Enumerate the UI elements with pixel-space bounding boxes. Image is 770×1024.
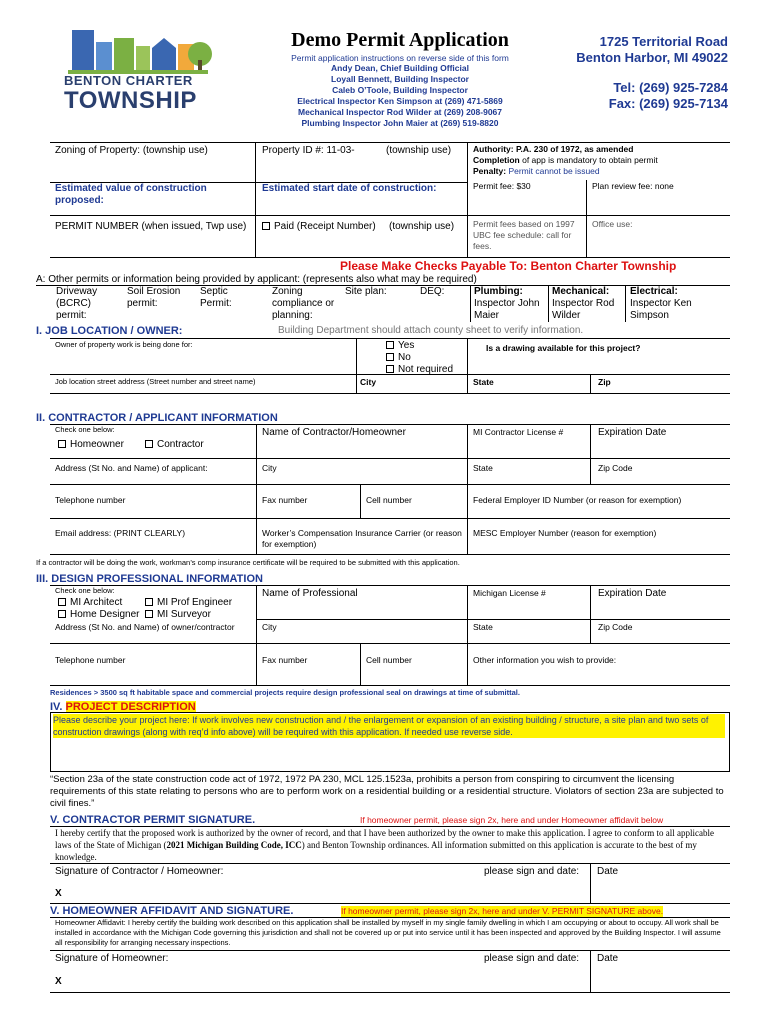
no-label: No bbox=[398, 352, 411, 363]
homeowner-checkbox[interactable] bbox=[58, 440, 66, 448]
not-required-checkbox[interactable] bbox=[386, 365, 394, 373]
est-value-label: Estimated value of construction proposed: bbox=[55, 183, 207, 206]
engineer-option bbox=[145, 597, 232, 609]
est-start-label: Estimated start date of construction: bbox=[262, 183, 437, 194]
not-required-label: Not required bbox=[398, 364, 454, 375]
paid-checkbox-row bbox=[262, 221, 376, 233]
section2-heading: II. CONTRACTOR / APPLICANT INFORMATION bbox=[36, 412, 278, 424]
mesc-label: MESC Employer Number (reason for exemption) bbox=[473, 528, 657, 538]
section6-note: If homeowner permit, please sign 2x, here and under V. PERMIT SIGNATURE above. bbox=[341, 906, 664, 916]
skyline-icon bbox=[58, 24, 218, 76]
design-expiration-label: Expiration Date bbox=[598, 588, 667, 599]
applicant-city-label: City bbox=[262, 463, 277, 473]
logo-line1: BENTON CHARTER bbox=[64, 73, 193, 88]
contractor-signature-x[interactable]: X bbox=[55, 888, 62, 899]
permit-fee: Permit fee: $30 bbox=[473, 181, 531, 191]
homeowner-option bbox=[58, 439, 124, 451]
homeowner-date-label: Date bbox=[597, 953, 619, 964]
design-cell-label: Cell number bbox=[366, 655, 412, 665]
electrical-heading: Electrical: bbox=[630, 286, 678, 297]
homeowner-label: Homeowner bbox=[70, 439, 124, 450]
mi-license-label: MI Contractor License # bbox=[473, 427, 564, 437]
applicant-zip-label: Zip Code bbox=[598, 463, 633, 473]
penalty-note bbox=[473, 166, 728, 177]
certify-text-b: 2021 Michigan Building Code, ICC bbox=[166, 840, 302, 850]
fax: Fax: (269) 925-7134 bbox=[608, 96, 728, 111]
yes-checkbox[interactable] bbox=[386, 341, 394, 349]
section5-note: If homeowner permit, please sign 2x, here and under Homeowner affidavit below bbox=[360, 815, 664, 825]
other-info-label: Other information you wish to provide: bbox=[473, 655, 617, 665]
drawing-yes bbox=[386, 340, 414, 352]
design-city-label: City bbox=[262, 622, 277, 632]
paid-label: Paid (Receipt Number) bbox=[274, 221, 376, 232]
homeowner-sign-date-label: please sign and date: bbox=[484, 953, 580, 964]
contractor-label: Contractor bbox=[157, 439, 204, 450]
fees-note: Permit fees based on 1997 UBC fee schedule: call for fees. bbox=[473, 219, 575, 251]
page-title: Demo Permit Application bbox=[291, 29, 509, 51]
design-seal-note: Residences > 3500 sq ft habitable space and commercial projects require design professional seal on drawings at time of submittal. bbox=[50, 688, 520, 697]
driveway-permit: Driveway (BCRC) permit: bbox=[56, 286, 98, 321]
electrical-inspector: Inspector Ken Simpson bbox=[630, 298, 692, 321]
home-designer-checkbox[interactable] bbox=[58, 610, 66, 618]
section1-heading: I. JOB LOCATION / OWNER: bbox=[36, 325, 183, 337]
contractor-option bbox=[145, 439, 204, 451]
state-field-label: State bbox=[473, 377, 494, 387]
plumbing-inspector: Inspector John Maier bbox=[474, 298, 540, 321]
septic-permit: Septic Permit: bbox=[200, 286, 232, 309]
property-id-label: Property ID #: 11-03- bbox=[262, 145, 355, 156]
michigan-license-label: Michigan License # bbox=[473, 588, 546, 598]
architect-checkbox[interactable] bbox=[58, 598, 66, 606]
engineer-checkbox[interactable] bbox=[145, 598, 153, 606]
section4-title: PROJECT DESCRIPTION bbox=[65, 701, 196, 713]
home-designer-option bbox=[58, 609, 139, 621]
design-telephone-label: Telephone number bbox=[55, 655, 126, 665]
staff-line: Loyall Bennett, Building Inspector bbox=[331, 74, 469, 84]
contractor-sign-date-label: please sign and date: bbox=[484, 866, 580, 877]
project-description-instructions: Please describe your project here: If work involves new construction and / the enlargement or expansion of an existing building / structure, a site plan and two sets of construction drawings (along with req’d info above) will be required with this application. If needed use reverse side. bbox=[53, 714, 725, 738]
design-fax-label: Fax number bbox=[262, 655, 308, 665]
drawing-question: Is a drawing available for this project? bbox=[486, 343, 641, 353]
homeowner-signature-x[interactable]: X bbox=[55, 976, 62, 987]
township-logo bbox=[58, 24, 218, 114]
section5-heading: V. CONTRACTOR PERMIT SIGNATURE. bbox=[50, 814, 256, 826]
applicant-telephone-label: Telephone number bbox=[55, 495, 126, 505]
mechanical-heading: Mechanical: bbox=[552, 286, 610, 297]
site-plan: Site plan: bbox=[345, 286, 387, 297]
staff-line: Andy Dean, Chief Building Official bbox=[331, 63, 469, 73]
certify-text-a: I hereby certify that the proposed work is authorized by the owner of record, and that I have been authorized by the owner to make this application. I agree to conform to all applicable laws of the State of Michigan ( bbox=[55, 828, 715, 850]
penalty-bold: Penalty: bbox=[473, 166, 507, 176]
office-use-label: Office use: bbox=[592, 219, 633, 229]
staff-line: Plumbing Inspector John Maier at (269) 519-8820 bbox=[301, 118, 499, 128]
expiration-label: Expiration Date bbox=[598, 427, 667, 438]
contractor-signature-label: Signature of Contractor / Homeowner: bbox=[55, 866, 224, 877]
home-designer-label: Home Designer bbox=[70, 609, 140, 620]
staff-line: Caleb O’Toole, Building Inspector bbox=[332, 85, 468, 95]
no-checkbox[interactable] bbox=[386, 353, 394, 361]
contractor-checkbox[interactable] bbox=[145, 440, 153, 448]
applicant-cell-label: Cell number bbox=[366, 495, 412, 505]
architect-label: MI Architect bbox=[70, 597, 123, 608]
address-line2: Benton Harbor, MI 49022 bbox=[576, 50, 728, 65]
page-subtitle: Permit application instructions on reverse side of this form bbox=[291, 53, 509, 63]
contractor-date-label: Date bbox=[597, 866, 619, 877]
section1-note: Building Department should attach county sheet to verify information. bbox=[278, 325, 584, 336]
street-field-label: Job location street address (Street number and street name) bbox=[55, 377, 256, 386]
plan-review-fee: Plan review fee: none bbox=[592, 181, 674, 191]
contractor-name-label: Name of Contractor/Homeowner bbox=[262, 427, 406, 438]
design-address-label: Address (St No. and Name) of owner/contractor bbox=[55, 622, 235, 632]
deq: DEQ: bbox=[420, 286, 445, 297]
applicant-state-label: State bbox=[473, 463, 493, 473]
township-use-label-2: (township use) bbox=[389, 221, 455, 232]
zoning-compliance: Zoning compliance or planning: bbox=[272, 286, 335, 321]
check-one-label-2: Check one below: bbox=[55, 586, 115, 595]
design-zip-label: Zip Code bbox=[598, 622, 633, 632]
professional-name-label: Name of Professional bbox=[262, 588, 358, 599]
soil-erosion-permit: Soil Erosion permit: bbox=[127, 286, 181, 309]
applicant-fax-label: Fax number bbox=[262, 495, 308, 505]
yes-label: Yes bbox=[398, 340, 415, 351]
zoning-field-label: Zoning of Property: (township use) bbox=[55, 145, 208, 156]
workers-comp-footnote: If a contractor will be doing the work, workman’s comp insurance certificate will be required to be submitted with this application. bbox=[36, 558, 460, 567]
mechanical-inspector: Inspector Rod Wilder bbox=[552, 298, 615, 321]
authority-block bbox=[473, 144, 728, 177]
section6-heading: V. HOMEOWNER AFFIDAVIT AND SIGNATURE. bbox=[50, 905, 294, 917]
section4-number: IV. bbox=[50, 701, 63, 713]
penalty-rest: Permit cannot be issued bbox=[506, 166, 600, 176]
email-label: Email address: (PRINT CLEARLY) bbox=[55, 528, 186, 538]
city-field-label: City bbox=[360, 377, 377, 387]
drawing-no bbox=[386, 352, 411, 364]
checks-payable-note: Please Make Checks Payable To: Benton Charter Township bbox=[340, 259, 677, 273]
completion-rest: of app is mandatory to obtain permit bbox=[519, 155, 658, 165]
surveyor-option bbox=[145, 609, 211, 621]
address-line1: 1725 Territorial Road bbox=[599, 34, 728, 49]
certify-text-c: ) and Benton Township ordinances. All information submitted on this application is accurate to the best of my knowledge. bbox=[55, 840, 697, 862]
completion-note bbox=[473, 155, 728, 166]
logo-line2: TOWNSHIP bbox=[64, 87, 197, 114]
contractor-certification bbox=[55, 827, 725, 863]
telephone: Tel: (269) 925-7284 bbox=[613, 80, 728, 95]
owner-field-label: Owner of property work is being done for: bbox=[55, 340, 193, 349]
homeowner-affidavit: Homeowner Affidavit: I hereby certify the building work described on this application shall be installed by myself in my single family dwelling in which I am occupying or about to occupy. All work shall be installed in accordance with the Michigan Code governing this jurisdiction and shall not be covered up or put into service until it has been inspected and approved by the Building Inspector. I will assume all responsibility for arranging necessary inspections. bbox=[55, 918, 721, 947]
design-state-label: State bbox=[473, 622, 493, 632]
permit-number-label: PERMIT NUMBER (when issued, Twp use) bbox=[55, 221, 247, 232]
section3-heading: III. DESIGN PROFESSIONAL INFORMATION bbox=[36, 573, 263, 585]
contact-block bbox=[560, 34, 728, 112]
staff-list bbox=[250, 63, 550, 129]
zip-field-label: Zip bbox=[598, 377, 611, 387]
staff-line: Mechanical Inspector Rod Wilder at (269) 208-9067 bbox=[298, 107, 502, 117]
fein-label: Federal Employer ID Number (or reason for exemption) bbox=[473, 495, 682, 505]
authority: Authority: P.A. 230 of 1972, as amended bbox=[473, 144, 634, 154]
surveyor-label: MI Surveyor bbox=[157, 609, 211, 620]
homeowner-signature-label: Signature of Homeowner: bbox=[55, 953, 169, 964]
other-permits-heading: A: Other permits or information being provided by applicant: (represents also what may be required) bbox=[36, 274, 477, 285]
surveyor-checkbox[interactable] bbox=[145, 610, 153, 618]
engineer-label: MI Prof Engineer bbox=[157, 597, 233, 608]
applicant-address-label: Address (St No. and Name) of applicant: bbox=[55, 463, 208, 473]
section-23a-notice: “Section 23a of the state construction code act of 1972, 1972 PA 230, MCL 125.1523a, prohibits a person from conspiring to circumvent the licensing requirements of this state relating to persons who are to perform work on a residential building or a residential structure. Violators of section 23a are subjected to civil fines.” bbox=[50, 774, 724, 809]
completion-bold: Completion bbox=[473, 155, 520, 165]
workers-comp-label: Worker’s Compensation Insurance Carrier (or reason for exemption) bbox=[262, 528, 462, 549]
check-one-label: Check one below: bbox=[55, 425, 115, 434]
paid-checkbox[interactable] bbox=[262, 222, 270, 230]
plumbing-heading: Plumbing: bbox=[474, 286, 523, 297]
staff-line: Electrical Inspector Ken Simpson at (269) 471-5869 bbox=[297, 96, 503, 106]
architect-option bbox=[58, 597, 122, 609]
township-use-label: (township use) bbox=[386, 145, 452, 156]
